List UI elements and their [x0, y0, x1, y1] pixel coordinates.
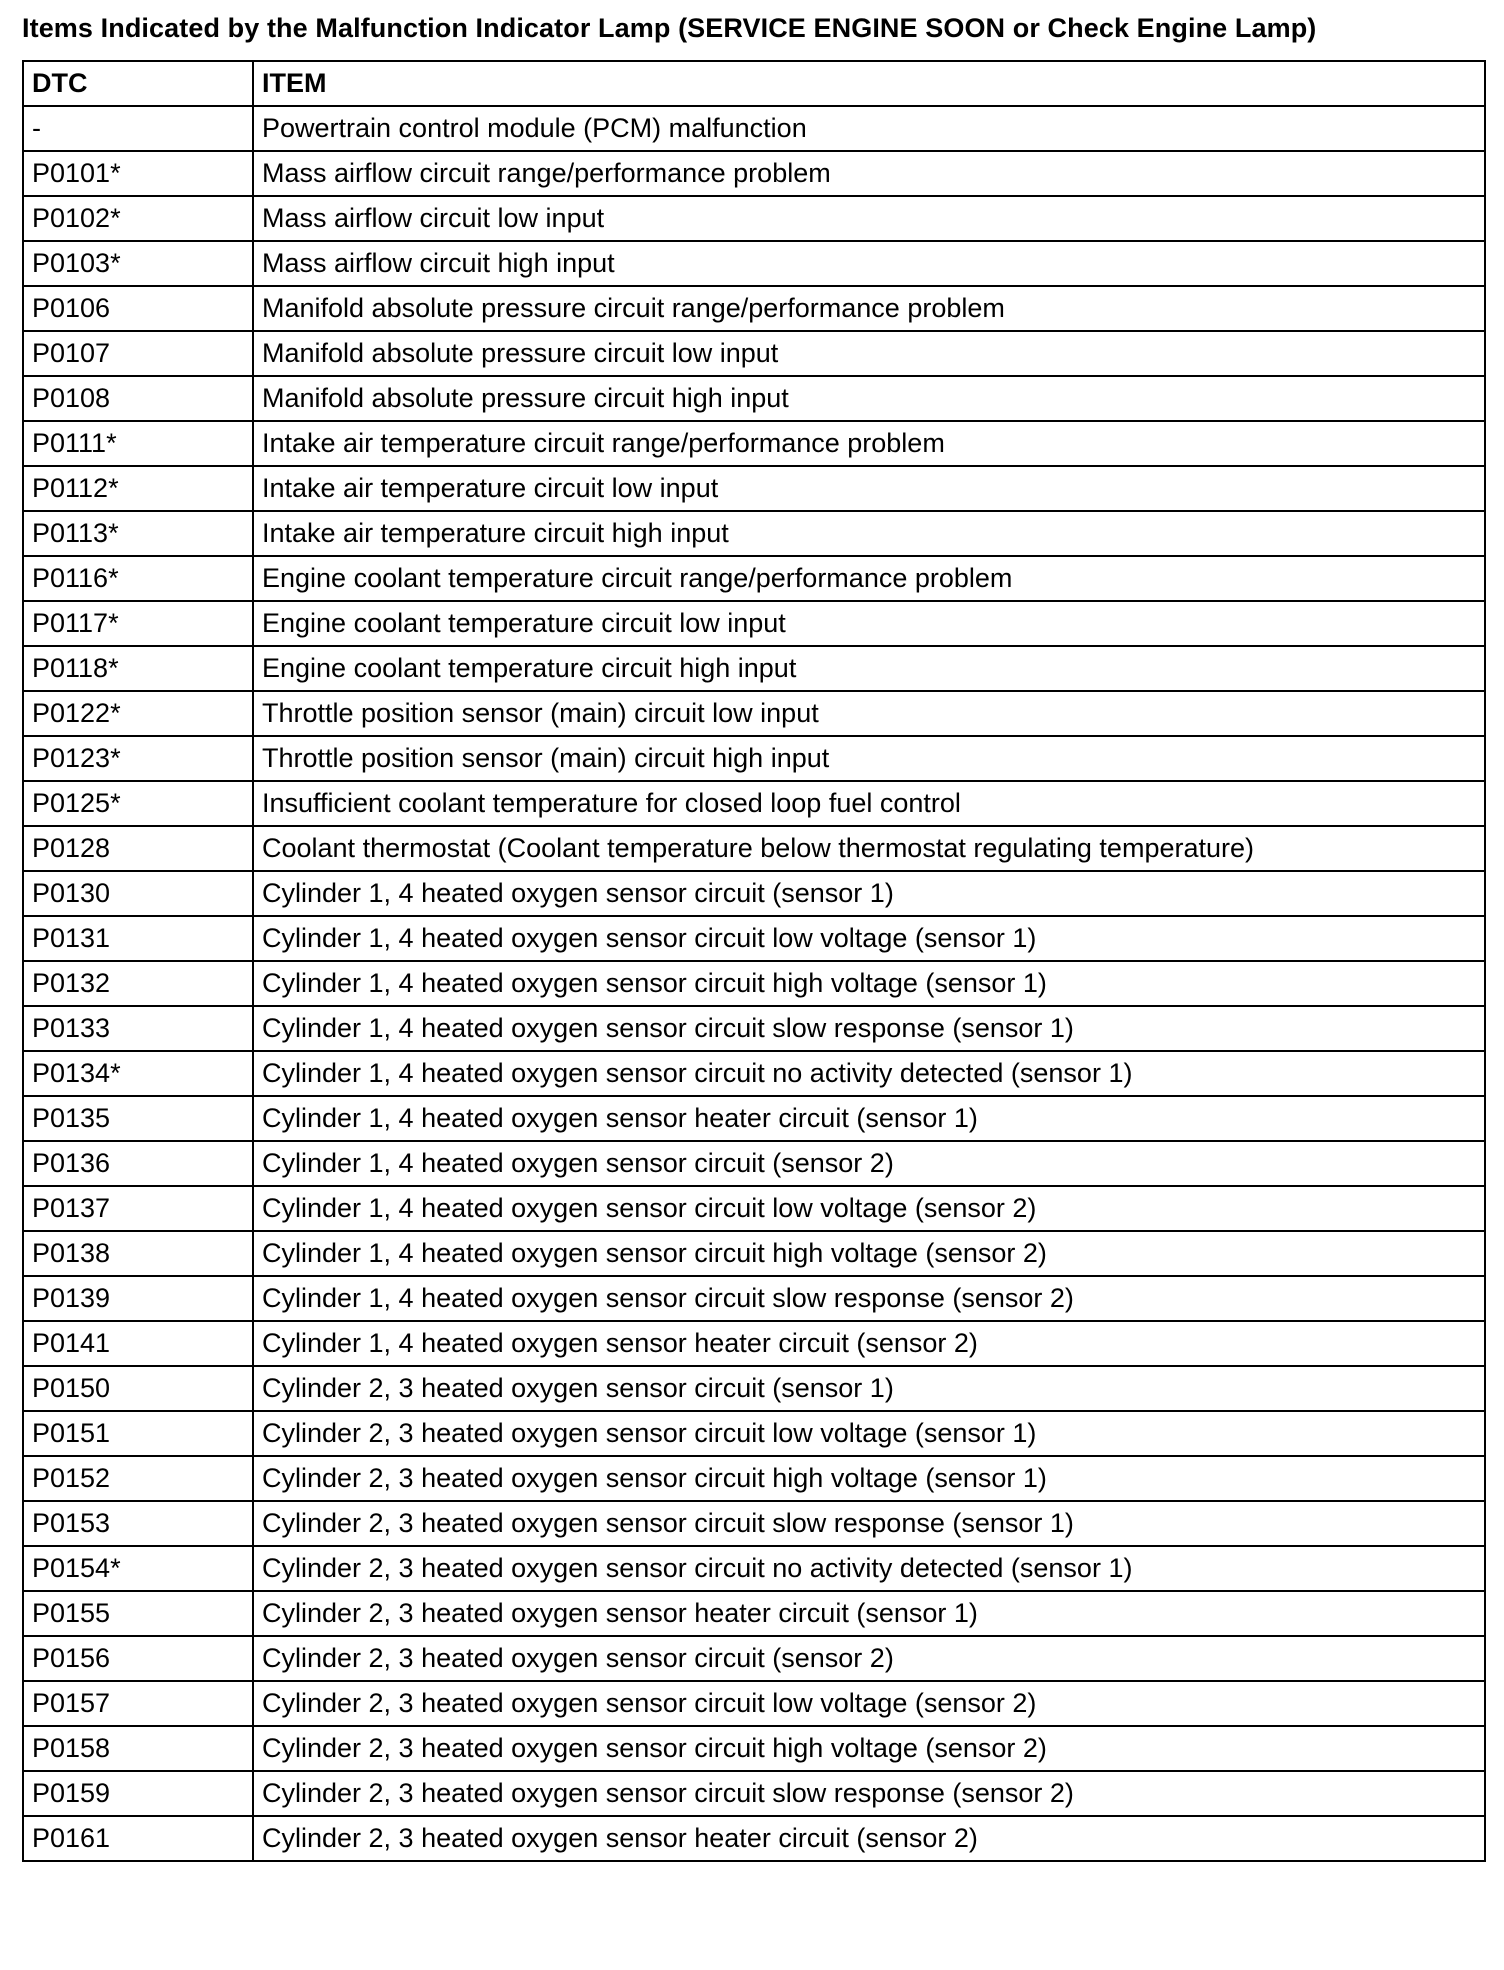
- table-body: [23, 106, 1485, 1861]
- dtc-item-cell: Cylinder 1, 4 heated oxygen sensor circuit low voltage (sensor 2): [253, 1186, 1485, 1231]
- table-row: [23, 466, 1485, 511]
- dtc-item-cell: Intake air temperature circuit low input: [253, 466, 1485, 511]
- dtc-item-cell: Cylinder 2, 3 heated oxygen sensor circuit low voltage (sensor 1): [253, 1411, 1485, 1456]
- dtc-code-cell: P0138: [23, 1231, 253, 1276]
- table-row: [23, 1231, 1485, 1276]
- table-row: [23, 1411, 1485, 1456]
- page-title: Items Indicated by the Malfunction Indicator Lamp (SERVICE ENGINE SOON or Check Engine Lamp): [22, 13, 1317, 43]
- table-row: [23, 421, 1485, 466]
- dtc-item-cell: Cylinder 2, 3 heated oxygen sensor circuit high voltage (sensor 2): [253, 1726, 1485, 1771]
- dtc-code-cell: P0139: [23, 1276, 253, 1321]
- dtc-item-cell: Manifold absolute pressure circuit high input: [253, 376, 1485, 421]
- table-row: [23, 1321, 1485, 1366]
- dtc-code-cell: P0137: [23, 1186, 253, 1231]
- dtc-item-cell: Cylinder 2, 3 heated oxygen sensor circuit high voltage (sensor 1): [253, 1456, 1485, 1501]
- dtc-item-cell: Cylinder 1, 4 heated oxygen sensor heater circuit (sensor 1): [253, 1096, 1485, 1141]
- dtc-item-cell: Cylinder 1, 4 heated oxygen sensor circuit high voltage (sensor 2): [253, 1231, 1485, 1276]
- table-header-row: [23, 61, 1485, 106]
- table-row: [23, 1186, 1485, 1231]
- dtc-code-cell: P0107: [23, 331, 253, 376]
- table-row: [23, 1096, 1485, 1141]
- dtc-code-cell: P0113*: [23, 511, 253, 556]
- table-row: [23, 1141, 1485, 1186]
- dtc-item-cell: Cylinder 2, 3 heated oxygen sensor circuit (sensor 2): [253, 1636, 1485, 1681]
- dtc-code-cell: P0102*: [23, 196, 253, 241]
- dtc-code-cell: P0130: [23, 871, 253, 916]
- dtc-code-cell: P0122*: [23, 691, 253, 736]
- dtc-code-cell: P0152: [23, 1456, 253, 1501]
- dtc-item-cell: Cylinder 2, 3 heated oxygen sensor circuit slow response (sensor 2): [253, 1771, 1485, 1816]
- column-header-item: ITEM: [253, 61, 1485, 106]
- dtc-item-cell: Intake air temperature circuit range/performance problem: [253, 421, 1485, 466]
- table-row: [23, 916, 1485, 961]
- dtc-item-cell: Cylinder 1, 4 heated oxygen sensor circuit (sensor 2): [253, 1141, 1485, 1186]
- dtc-code-cell: P0157: [23, 1681, 253, 1726]
- dtc-item-cell: Powertrain control module (PCM) malfunction: [253, 106, 1485, 151]
- dtc-item-cell: Cylinder 1, 4 heated oxygen sensor heater circuit (sensor 2): [253, 1321, 1485, 1366]
- dtc-item-cell: Engine coolant temperature circuit range/performance problem: [253, 556, 1485, 601]
- dtc-code-cell: P0141: [23, 1321, 253, 1366]
- table-row: [23, 1276, 1485, 1321]
- dtc-item-cell: Cylinder 2, 3 heated oxygen sensor circuit low voltage (sensor 2): [253, 1681, 1485, 1726]
- dtc-item-cell: Cylinder 2, 3 heated oxygen sensor heater circuit (sensor 2): [253, 1816, 1485, 1861]
- table-row: [23, 736, 1485, 781]
- table-row: [23, 1636, 1485, 1681]
- table-row: [23, 1456, 1485, 1501]
- dtc-item-cell: Mass airflow circuit low input: [253, 196, 1485, 241]
- table-row: [23, 646, 1485, 691]
- table-row: [23, 1726, 1485, 1771]
- dtc-item-cell: Coolant thermostat (Coolant temperature below thermostat regulating temperature): [253, 826, 1485, 871]
- table-row: [23, 286, 1485, 331]
- dtc-item-cell: Cylinder 2, 3 heated oxygen sensor circuit (sensor 1): [253, 1366, 1485, 1411]
- dtc-item-cell: Mass airflow circuit high input: [253, 241, 1485, 286]
- dtc-code-cell: P0159: [23, 1771, 253, 1816]
- dtc-item-cell: Cylinder 2, 3 heated oxygen sensor circuit no activity detected (sensor 1): [253, 1546, 1485, 1591]
- table-row: [23, 1006, 1485, 1051]
- table-row: [23, 601, 1485, 646]
- dtc-item-cell: Engine coolant temperature circuit high input: [253, 646, 1485, 691]
- dtc-code-cell: P0108: [23, 376, 253, 421]
- table-row: [23, 106, 1485, 151]
- dtc-item-cell: Cylinder 2, 3 heated oxygen sensor circuit slow response (sensor 1): [253, 1501, 1485, 1546]
- dtc-code-cell: P0156: [23, 1636, 253, 1681]
- dtc-code-cell: P0116*: [23, 556, 253, 601]
- table-row: [23, 511, 1485, 556]
- dtc-code-cell: P0135: [23, 1096, 253, 1141]
- table-row: [23, 331, 1485, 376]
- dtc-item-cell: Mass airflow circuit range/performance problem: [253, 151, 1485, 196]
- table-row: [23, 871, 1485, 916]
- table-row: [23, 556, 1485, 601]
- dtc-item-cell: Cylinder 2, 3 heated oxygen sensor heater circuit (sensor 1): [253, 1591, 1485, 1636]
- table-row: [23, 196, 1485, 241]
- dtc-item-cell: Cylinder 1, 4 heated oxygen sensor circuit slow response (sensor 1): [253, 1006, 1485, 1051]
- dtc-code-cell: P0128: [23, 826, 253, 871]
- dtc-item-cell: Intake air temperature circuit high input: [253, 511, 1485, 556]
- dtc-item-cell: Insufficient coolant temperature for closed loop fuel control: [253, 781, 1485, 826]
- table-row: [23, 1366, 1485, 1411]
- dtc-code-cell: P0101*: [23, 151, 253, 196]
- dtc-code-cell: P0155: [23, 1591, 253, 1636]
- dtc-code-cell: P0153: [23, 1501, 253, 1546]
- dtc-item-cell: Cylinder 1, 4 heated oxygen sensor circuit slow response (sensor 2): [253, 1276, 1485, 1321]
- dtc-code-cell: P0161: [23, 1816, 253, 1861]
- dtc-code-cell: P0112*: [23, 466, 253, 511]
- dtc-code-cell: P0118*: [23, 646, 253, 691]
- table-row: [23, 1591, 1485, 1636]
- dtc-item-cell: Cylinder 1, 4 heated oxygen sensor circuit no activity detected (sensor 1): [253, 1051, 1485, 1096]
- dtc-code-cell: P0131: [23, 916, 253, 961]
- dtc-item-cell: Cylinder 1, 4 heated oxygen sensor circuit (sensor 1): [253, 871, 1485, 916]
- table-row: [23, 1771, 1485, 1816]
- dtc-item-cell: Manifold absolute pressure circuit range/performance problem: [253, 286, 1485, 331]
- table-row: [23, 781, 1485, 826]
- dtc-code-cell: P0117*: [23, 601, 253, 646]
- table-row: [23, 1546, 1485, 1591]
- dtc-code-cell: P0151: [23, 1411, 253, 1456]
- table-row: [23, 826, 1485, 871]
- dtc-code-cell: P0125*: [23, 781, 253, 826]
- dtc-code-cell: -: [23, 106, 253, 151]
- dtc-item-cell: Throttle position sensor (main) circuit low input: [253, 691, 1485, 736]
- table-row: [23, 691, 1485, 736]
- dtc-code-cell: P0158: [23, 1726, 253, 1771]
- table-row: [23, 1051, 1485, 1096]
- dtc-code-cell: P0132: [23, 961, 253, 1006]
- dtc-table: [22, 60, 1486, 1862]
- table-row: [23, 961, 1485, 1006]
- dtc-item-cell: Manifold absolute pressure circuit low input: [253, 331, 1485, 376]
- dtc-item-cell: Engine coolant temperature circuit low input: [253, 601, 1485, 646]
- dtc-code-cell: P0150: [23, 1366, 253, 1411]
- dtc-code-cell: P0154*: [23, 1546, 253, 1591]
- dtc-item-cell: Throttle position sensor (main) circuit high input: [253, 736, 1485, 781]
- table-row: [23, 1681, 1485, 1726]
- dtc-item-cell: Cylinder 1, 4 heated oxygen sensor circuit high voltage (sensor 1): [253, 961, 1485, 1006]
- table-row: [23, 376, 1485, 421]
- table-row: [23, 1816, 1485, 1861]
- dtc-item-cell: Cylinder 1, 4 heated oxygen sensor circuit low voltage (sensor 1): [253, 916, 1485, 961]
- dtc-code-cell: P0123*: [23, 736, 253, 781]
- dtc-code-cell: P0133: [23, 1006, 253, 1051]
- table-row: [23, 1501, 1485, 1546]
- table-row: [23, 151, 1485, 196]
- dtc-code-cell: P0134*: [23, 1051, 253, 1096]
- dtc-code-cell: P0111*: [23, 421, 253, 466]
- dtc-code-cell: P0106: [23, 286, 253, 331]
- column-header-dtc: DTC: [23, 61, 253, 106]
- dtc-code-cell: P0103*: [23, 241, 253, 286]
- dtc-code-cell: P0136: [23, 1141, 253, 1186]
- table-row: [23, 241, 1485, 286]
